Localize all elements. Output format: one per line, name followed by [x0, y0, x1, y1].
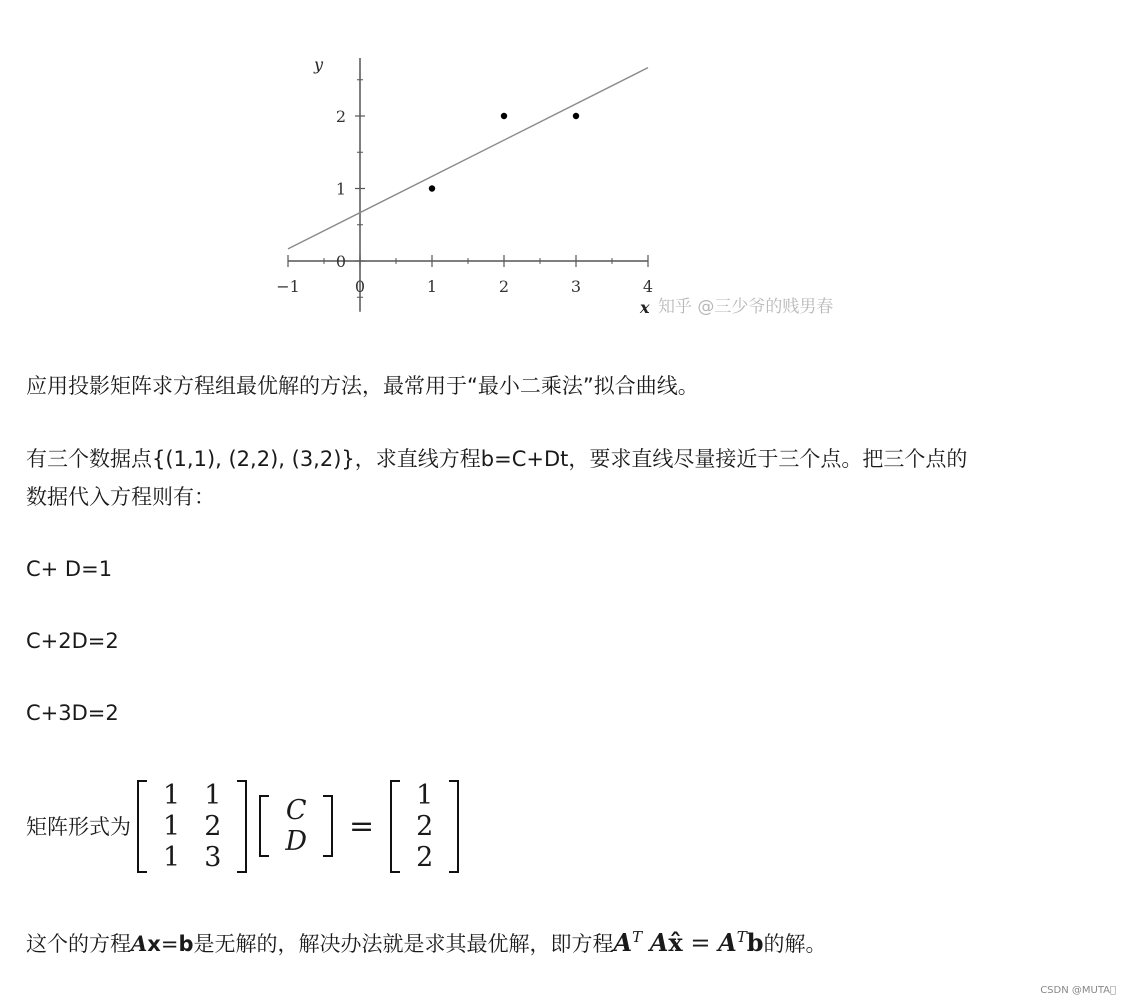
normal-eq-T2: T [736, 928, 747, 946]
y-tick-label: 1 [335, 179, 346, 199]
vector-x [259, 795, 333, 857]
footer-attribution: CSDN @MUTA⃝ [1040, 985, 1116, 996]
symbol-x: x [147, 932, 161, 956]
normal-eq-b: b [746, 928, 764, 957]
vector-x-cell: D [285, 826, 308, 857]
matrix-a-cell: 2 [204, 810, 222, 842]
data-points-paragraph-line2: 数据代入方程则有： [26, 485, 215, 509]
data-points-paragraph-line1: 有三个数据点{(1,1), (2,2), (3,2)}，求直线方程b=C+Dt，要求直线尽量接近于三个点。把三个点的 [26, 447, 968, 471]
data-points [429, 113, 579, 192]
symbol-b: b [178, 932, 194, 956]
data-point [501, 113, 507, 119]
matrix-a-cell: 1 [163, 841, 181, 873]
y-tick-label: 0 [335, 252, 346, 271]
y-tick-label: 2 [335, 107, 346, 126]
conclusion-paragraph [26, 920, 827, 961]
data-point [429, 185, 435, 191]
vector-x-cell: C [285, 795, 307, 826]
conclusion-text-pre: 这个的方程 [26, 932, 131, 956]
x-tick-label: 3 [570, 277, 582, 296]
fit-line-group [288, 68, 648, 249]
normal-equation [614, 929, 764, 957]
matrix-a-cell: 3 [204, 841, 222, 873]
normal-eq-A1: A [613, 928, 633, 957]
matrix-a-cell: 1 [204, 779, 222, 811]
equation-2: C+2D=2 [26, 629, 119, 653]
plot-ticks [276, 80, 653, 298]
normal-eq-xhat: x̂ [668, 928, 683, 957]
conclusion-text-mid: 是无解的，解决办法就是求其最优解，即方程 [193, 932, 614, 956]
conclusion-text-post: 的解。 [763, 932, 827, 956]
x-axis-label: x [640, 298, 650, 317]
x-tick-label: 0 [354, 277, 366, 296]
equation-1: C+ D=1 [26, 557, 113, 581]
x-tick-label: 4 [642, 277, 654, 296]
vector-b [390, 780, 459, 873]
x-tick-label: −1 [276, 277, 300, 296]
matrix-a [137, 780, 247, 873]
normal-eq-equals: = [690, 929, 711, 957]
vector-b-cell: 2 [416, 841, 434, 873]
vector-b-cell: 2 [416, 810, 434, 842]
vector-b-cell: 1 [416, 779, 434, 811]
intro-paragraph: 应用投影矩阵求方程组最优解的方法，最常用于“最小二乘法”拟合曲线。 [26, 374, 699, 398]
matrix-form-label: 矩阵形式为 [26, 815, 131, 839]
equals-sign: = [349, 808, 375, 844]
y-axis-label: y [314, 55, 324, 74]
equation-3: C+3D=2 [26, 701, 119, 725]
symbol-equals: = [160, 932, 179, 956]
watermark-text: 知乎 @三少爷的贱男春 [658, 297, 834, 317]
matrix-form-row [26, 765, 465, 887]
symbol-A: A [131, 931, 148, 956]
x-tick-label: 1 [426, 277, 438, 296]
matrix-a-cell: 1 [163, 810, 181, 842]
scatter-plot-figure [270, 50, 880, 325]
normal-eq-T1: T [632, 928, 643, 946]
matrix-a-cell: 1 [163, 779, 181, 811]
fit-line [288, 68, 648, 249]
x-tick-label: 2 [498, 277, 510, 296]
normal-eq-A2: A [649, 928, 669, 957]
normal-eq-A3: A [718, 928, 737, 957]
data-point [573, 113, 579, 119]
